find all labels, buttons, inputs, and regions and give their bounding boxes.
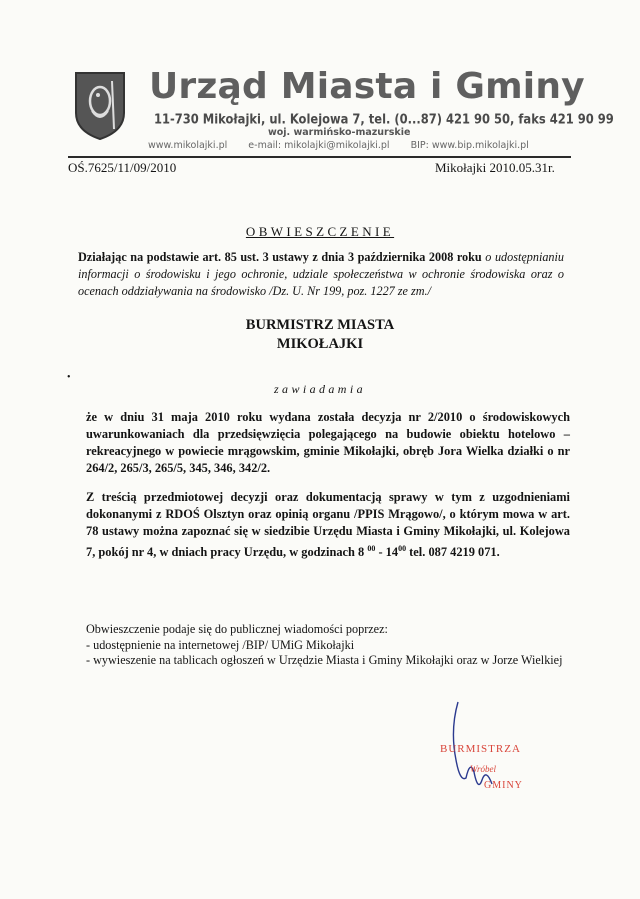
footer-item-boards: - wywieszenie na tablicach ogłoszeń w Urzędzie Miasta i Gminy Mikołajki oraz w Jorze Wielkiej: [86, 653, 563, 667]
footer-intro: Obwieszczenie podaje się do publicznej wiadomości poprzez:: [86, 622, 388, 636]
mayor-heading: [0, 316, 640, 354]
stamp-line-3: GMINY: [484, 780, 523, 791]
mayor-line-2: MIKOŁAJKI: [276, 336, 364, 352]
hours-start-sup: 00: [367, 544, 376, 553]
stamp-line-2: Wróbel: [470, 764, 496, 774]
document-title: OBWIESZCZENIE: [245, 224, 395, 239]
stamp-line-1: BURMISTRZA: [440, 743, 521, 755]
hours-end-sup: 00: [398, 544, 407, 553]
hours-separator: - 14: [375, 545, 399, 560]
website-link[interactable]: www.mikolajki.pl: [148, 140, 228, 151]
announces-word: zawiadamia: [273, 382, 366, 396]
phone-text: tel. 087 4219 071.: [406, 545, 500, 560]
place-date: Mikołajki 2010.05.31r.: [435, 160, 555, 175]
bip-link[interactable]: BIP: www.bip.mikolajki.pl: [410, 140, 529, 151]
publication-notes: [86, 622, 576, 669]
office-name: Urząd Miasta i Gminy: [149, 66, 585, 107]
office-region: woj. warmińsko-mazurskie: [268, 127, 411, 138]
office-address: 11-730 Mikołajki, ul. Kolejowa 7, tel. (0...87) 421 90 50, faks 421 90 99: [154, 110, 614, 128]
legal-basis-italic: o udostępnianiu informacji o środowisku i jego ochronie, udziale społeczeństwa w ochronie środowiska oraz o ocenach oddziaływania na środowisko /Dz. U. Nr 199, poz. 1227 ze zm./: [78, 250, 565, 298]
legal-basis: [78, 249, 564, 300]
legal-basis-bold: Działając na podstawie art. 85 ust. 3 ustawy z dnia 3 października 2008 roku: [78, 250, 486, 264]
footer-item-bip: - udostępnienie na internetowej /BIP/ UMiG Mikołajki: [86, 637, 355, 652]
header-divider: [68, 156, 571, 158]
official-stamp: [412, 700, 552, 810]
decision-paragraph: że w dniu 31 maja 2010 roku wydana została decyzja nr 2/2010 o środowiskowych uwarunkowaniach dla przedsięwzięcia polegającego na budowie obiektu hotelowo – rekreacyjnego w powiecie mrągowskim, gminie Mikołajki, obręb Jora Wielka działki o nr 264/2, 265/3, 265/5, 345, 346, 342/2.: [86, 410, 570, 475]
office-contacts: [148, 140, 568, 151]
email-link[interactable]: e-mail: mikolajki@mikolajki.pl: [248, 140, 390, 151]
access-paragraph: [86, 489, 570, 561]
reference-number: OŚ.7625/11/09/2010: [68, 160, 177, 175]
access-text: Z treścią przedmiotowej decyzji oraz dokumentacją sprawy w tym z uzgodnieniami dokonanymi z RDOŚ Olsztyn oraz opinią organu /PPIS Mrągowo/, o którym mowa w art. 78 ustawy można zapoznać się w siedzibie Urzędu Miasta i Gminy Mikołajki, ul. Kolejowa 7, pokój nr 4, w dniach pracy Urzędu, w godzinach 8: [86, 490, 570, 560]
mayor-line-1: BURMISTRZ MIASTA: [245, 317, 395, 333]
stray-dot: •: [67, 372, 71, 383]
fish-crest-icon: [74, 71, 126, 141]
